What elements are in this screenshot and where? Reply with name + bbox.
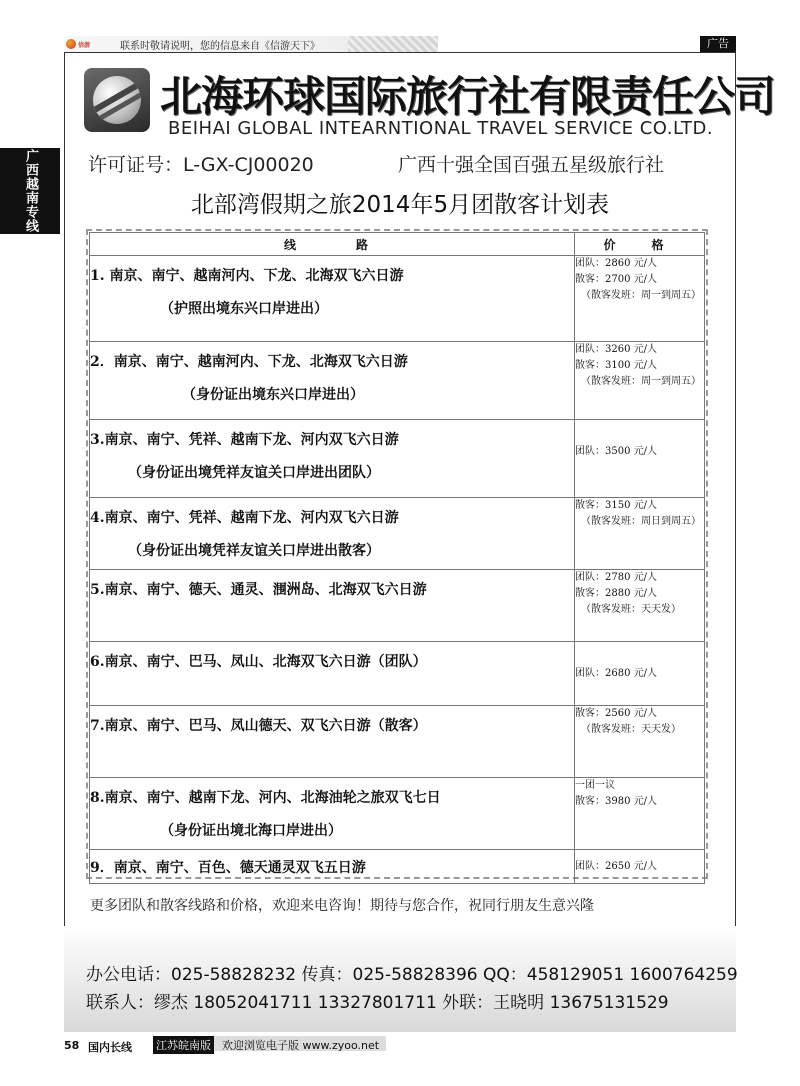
price-line: （散客发班：周一到周五） <box>581 290 701 301</box>
table-header-row <box>90 233 705 256</box>
license-number: 许可证号：L-GX-CJ00020 <box>88 154 314 176</box>
price-line: 团队：2650 元/人 <box>575 861 657 872</box>
price-cell <box>575 642 705 706</box>
price-line: 散客：2880 元/人 <box>575 588 657 599</box>
price-cell <box>575 420 705 498</box>
route-name: 7.南京、南宁、巴马、凤山德天、双飞六日游（散客） <box>90 718 427 734</box>
price-cell <box>575 706 705 778</box>
route-name: 1. 南京、南宁、越南河内、下龙、北海双飞六日游 <box>90 268 404 284</box>
route-name: 5.南京、南宁、德天、通灵、涠洲岛、北海双飞六日游 <box>90 582 427 598</box>
source-note: 联系时敬请说明，您的信息来自《信游天下》 <box>120 40 320 52</box>
table-row <box>90 256 705 342</box>
price-line: 团队：3500 元/人 <box>575 446 657 457</box>
price-cell <box>575 850 705 884</box>
side-tab-label: 广西越南专线 <box>23 149 38 233</box>
price-cell <box>575 498 705 570</box>
route-cell <box>90 850 575 884</box>
phone-line: 办公电话：025-58828232 传真：025-58828396 QQ：458129051 1600764259 <box>86 965 738 985</box>
page-number: 58 <box>64 1039 80 1052</box>
price-line: 散客：2560 元/人 <box>575 708 657 719</box>
ad-label: 广告 <box>700 36 736 52</box>
price-header: 价 格 <box>575 233 705 256</box>
price-line: 散客：3150 元/人 <box>575 500 657 511</box>
route-cell <box>90 706 575 778</box>
logo-mark-icon <box>66 39 76 49</box>
plan-table <box>89 232 705 884</box>
route-cell <box>90 420 575 498</box>
price-line: 团队：3260 元/人 <box>575 344 657 355</box>
route-header: 线 路 <box>90 233 575 256</box>
route-name: 8.南京、南宁、越南下龙、河内、北海油轮之旅双飞七日 <box>90 790 441 806</box>
route-name: 9．南京、南宁、百色、德天通灵双飞五日游 <box>90 860 366 876</box>
route-name: 3.南京、南宁、凭祥、越南下龙、河内双飞六日游 <box>90 432 399 448</box>
more-routes-note: 更多团队和散客线路和价格，欢迎来电咨询！期待与您合作，祝同行朋友生意兴隆 <box>90 898 594 914</box>
table-row <box>90 778 705 850</box>
route-border-note: （身份证出境北海口岸进出） <box>160 823 342 839</box>
price-cell <box>575 570 705 642</box>
page-title: 北部湾假期之旅2014年5月团散客计划表 <box>190 192 610 218</box>
table-row <box>90 570 705 642</box>
route-cell <box>90 342 575 420</box>
company-logo <box>84 68 150 132</box>
footer-section: 国内长线 <box>88 1041 132 1054</box>
company-name-en: BEIHAI GLOBAL INTEARNTIONAL TRAVEL SERVICE CO.LTD. <box>168 118 714 139</box>
price-cell <box>575 778 705 850</box>
magazine-logo <box>66 38 110 50</box>
price-line: （散客发班：天天发） <box>581 724 681 735</box>
route-cell <box>90 642 575 706</box>
price-line: 散客：3100 元/人 <box>575 360 657 371</box>
table-row <box>90 850 705 884</box>
route-name: 6.南京、南宁、巴马、凤山、北海双飞六日游（团队） <box>90 654 427 670</box>
plan-table-body <box>90 256 705 884</box>
table-row <box>90 706 705 778</box>
price-cell <box>575 256 705 342</box>
route-border-note: （护照出境东兴口岸进出） <box>160 301 328 317</box>
price-line: （散客发班：天天发） <box>581 604 681 615</box>
table-row <box>90 498 705 570</box>
price-line: （散客发班：周一到周五） <box>581 376 701 387</box>
footer-url: 欢迎浏览电子版 www.zyoo.net <box>222 1039 380 1052</box>
table-row <box>90 642 705 706</box>
top-info-bar <box>64 36 438 53</box>
price-line: 散客：3980 元/人 <box>575 796 657 807</box>
price-line: 团队：2680 元/人 <box>575 668 657 679</box>
price-line: 一团一议 <box>575 780 615 791</box>
contact-people-line: 联系人：缪杰 18052041711 13327801711 外联：王晓明 13675131529 <box>86 993 669 1013</box>
price-line: 团队：2780 元/人 <box>575 572 657 583</box>
route-border-note: （身份证出境凭祥友谊关口岸进出散客） <box>128 543 380 559</box>
globe-icon <box>93 76 141 124</box>
price-line: 团队：2860 元/人 <box>575 258 657 269</box>
price-line: 散客：2700 元/人 <box>575 274 657 285</box>
route-cell <box>90 778 575 850</box>
route-cell <box>90 570 575 642</box>
route-border-note: （身份证出境东兴口岸进出） <box>182 387 364 403</box>
table-row <box>90 342 705 420</box>
route-name: 2．南京、南宁、越南河内、下龙、北海双飞六日游 <box>90 354 408 370</box>
price-cell <box>575 342 705 420</box>
logo-text: 信游 <box>78 41 91 49</box>
footer-edition: 江苏皖南版 <box>153 1036 214 1054</box>
route-cell <box>90 498 575 570</box>
agency-rank: 广西十强全国百强五星级旅行社 <box>398 154 665 176</box>
company-name-cn: 北海环球国际旅行社有限责任公司 <box>160 72 776 121</box>
table-row <box>90 420 705 498</box>
plan-table-wrapper <box>86 229 708 879</box>
route-border-note: （身份证出境凭祥友谊关口岸进出团队） <box>128 465 380 481</box>
route-name: 4.南京、南宁、凭祥、越南下龙、河内双飞六日游 <box>90 510 399 526</box>
price-line: （散客发班：周日到周五） <box>581 516 701 527</box>
route-cell <box>90 256 575 342</box>
decorative-pattern <box>348 36 438 52</box>
